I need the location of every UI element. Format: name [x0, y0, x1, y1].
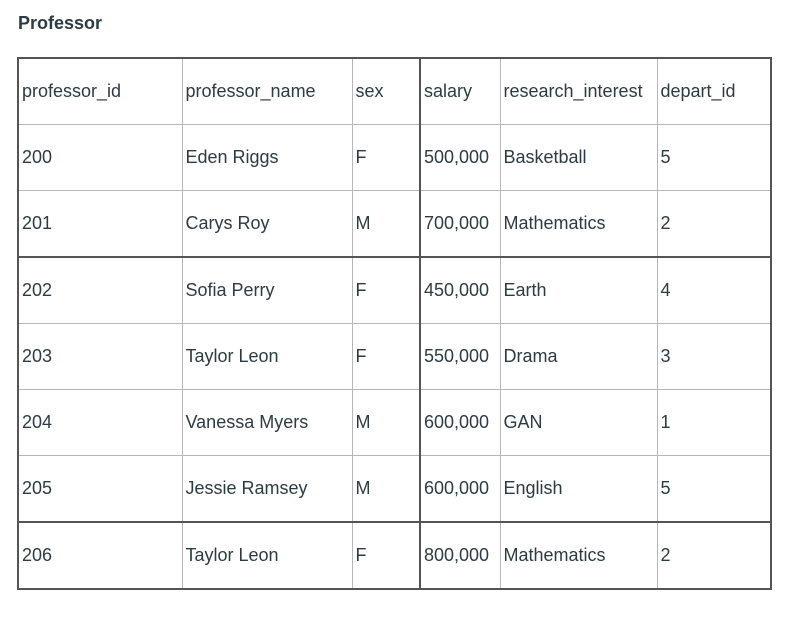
cell-depart-id: 5: [657, 125, 771, 191]
cell-research-interest: GAN: [500, 390, 657, 456]
cell-sex: M: [352, 191, 420, 258]
cell-professor-name: Jessie Ramsey: [182, 456, 352, 523]
cell-depart-id: 2: [657, 191, 771, 258]
header-professor-id: professor_id: [18, 58, 182, 125]
header-sex: sex: [352, 58, 420, 125]
table-row: [18, 522, 771, 589]
table-row: [18, 456, 771, 523]
cell-salary: 600,000: [420, 456, 500, 523]
table-header-row: [18, 58, 771, 125]
cell-professor-name: Carys Roy: [182, 191, 352, 258]
cell-salary: 550,000: [420, 324, 500, 390]
cell-professor-name: Vanessa Myers: [182, 390, 352, 456]
table-row: [18, 257, 771, 324]
table-row: [18, 324, 771, 390]
cell-research-interest: English: [500, 456, 657, 523]
cell-depart-id: 4: [657, 257, 771, 324]
header-professor-name: professor_name: [182, 58, 352, 125]
cell-depart-id: 5: [657, 456, 771, 523]
cell-professor-id: 200: [18, 125, 182, 191]
cell-professor-id: 201: [18, 191, 182, 258]
cell-professor-id: 205: [18, 456, 182, 523]
table-row: [18, 125, 771, 191]
professor-table: [17, 57, 772, 590]
cell-research-interest: Drama: [500, 324, 657, 390]
header-depart-id: depart_id: [657, 58, 771, 125]
header-research-interest: research_interest: [500, 58, 657, 125]
header-salary: salary: [420, 58, 500, 125]
cell-professor-id: 204: [18, 390, 182, 456]
cell-research-interest: Earth: [500, 257, 657, 324]
cell-salary: 500,000: [420, 125, 500, 191]
cell-sex: F: [352, 522, 420, 589]
cell-sex: F: [352, 125, 420, 191]
cell-sex: F: [352, 257, 420, 324]
table-row: [18, 191, 771, 258]
table-row: [18, 390, 771, 456]
cell-salary: 700,000: [420, 191, 500, 258]
cell-salary: 800,000: [420, 522, 500, 589]
cell-research-interest: Mathematics: [500, 522, 657, 589]
cell-sex: M: [352, 390, 420, 456]
cell-research-interest: Mathematics: [500, 191, 657, 258]
cell-salary: 600,000: [420, 390, 500, 456]
cell-professor-id: 203: [18, 324, 182, 390]
cell-depart-id: 1: [657, 390, 771, 456]
cell-depart-id: 2: [657, 522, 771, 589]
cell-professor-id: 202: [18, 257, 182, 324]
cell-professor-id: 206: [18, 522, 182, 589]
cell-professor-name: Taylor Leon: [182, 324, 352, 390]
cell-research-interest: Basketball: [500, 125, 657, 191]
cell-professor-name: Eden Riggs: [182, 125, 352, 191]
table-title: Professor: [18, 13, 103, 33]
cell-depart-id: 3: [657, 324, 771, 390]
cell-sex: F: [352, 324, 420, 390]
cell-sex: M: [352, 456, 420, 523]
cell-professor-name: Taylor Leon: [182, 522, 352, 589]
cell-professor-name: Sofia Perry: [182, 257, 352, 324]
cell-salary: 450,000: [420, 257, 500, 324]
